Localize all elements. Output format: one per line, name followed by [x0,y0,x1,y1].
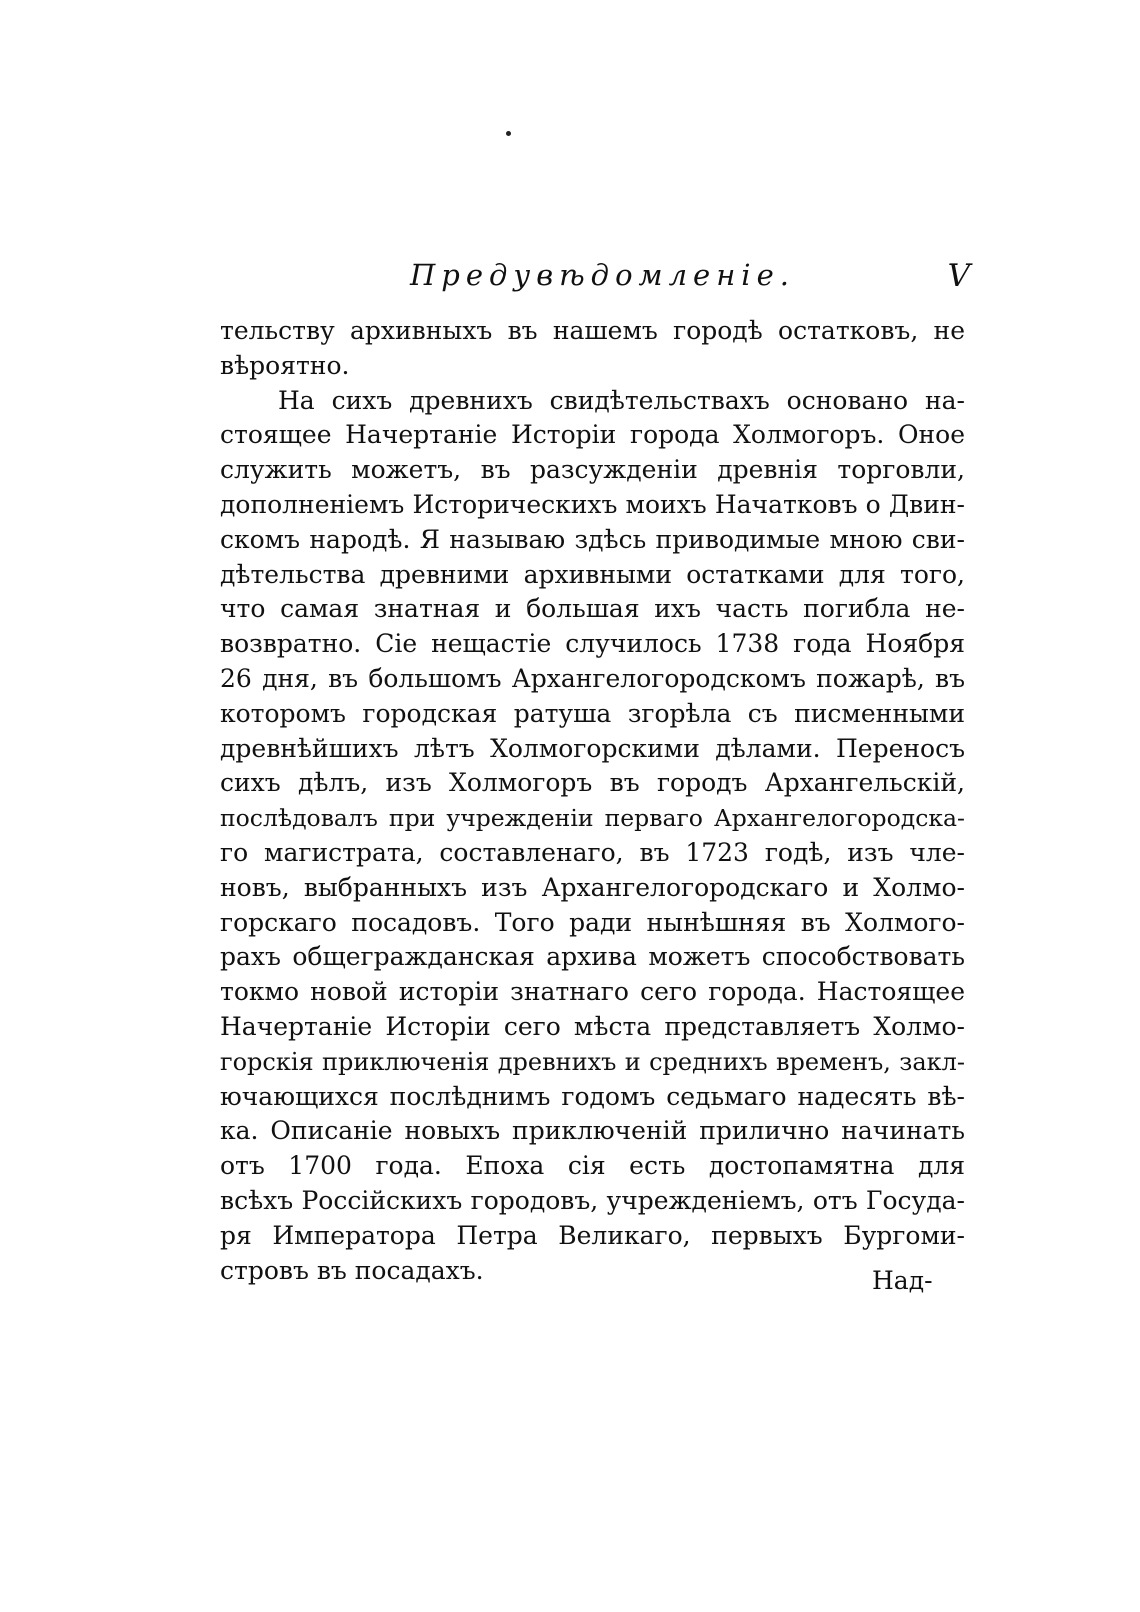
text-line: горскаго посадовъ. Того ради нынѣшняя въ Холмого- [220,907,965,937]
text-line: всѣхъ Россійскихъ городовъ, учрежденіемъ, отъ Госуда- [220,1185,965,1215]
text-line: Начертаніе Исторіи сего мѣста представляетъ Холмо- [220,1011,965,1041]
text-line: сихъ дѣлъ, изъ Холмогоръ въ городъ Архангельскій, [220,768,965,798]
text-line: послѣдовалъ при учрежденіи перваго Архангелогородска- [220,804,965,833]
text-line: дѣтельства древними архивными остатками для того, [220,559,965,589]
text-line: токмо новой исторіи знатнаго сего города. Настоящее [220,977,965,1007]
text-line: го магистрата, составленаго, въ 1723 годѣ, изъ чле- [220,837,965,867]
catchword: Над- [872,1266,933,1295]
text-line: тельству архивныхъ въ нашемъ городѣ остатковъ, не [220,316,965,345]
text-line: новъ, выбранныхъ изъ Архангелогородскаго и Холмо- [220,872,965,902]
text-line: На сихъ древнихъ свидѣтельствахъ основано на- [278,385,965,415]
page-number: V [947,258,970,294]
text-line: отъ 1700 года. Епоха сія есть достопамятна для [220,1151,965,1181]
text-line: 26 дня, въ большомъ Архангелогородскомъ пожарѣ, въ [220,663,965,693]
text-line: стоящее Начертаніе Исторіи города Холмогоръ. Оное [220,420,965,450]
page-header [410,258,970,298]
ink-speck [506,131,511,136]
text-line: что самая знатная и большая ихъ часть погибла не- [220,594,965,624]
text-line: которомъ городская ратуша згорѣла съ писменными [220,698,965,728]
body-text [220,314,965,1288]
text-line: возвратно. Сіе нещастіе случилось 1738 года Ноября [220,629,965,659]
text-line: служить можетъ, въ разсужденіи древнія торговли, [220,455,965,485]
text-line: древнѣйшихъ лѣтъ Холмогорскими дѣлами. Переносъ [220,733,965,763]
text-line: ючающихся послѣднимъ годомъ седьмаго надесять вѣ- [220,1081,965,1111]
text-line: дополненіемъ Историческихъ моихъ Начатковъ о Двин- [220,489,965,519]
text-line: скомъ народѣ. Я называю здѣсь приводимые мною сви- [220,524,965,554]
text-line: ка. Описаніе новыхъ приключеній прилично начинать [220,1116,965,1146]
text-line: стровъ въ посадахъ. [220,1255,484,1285]
text-line: вѣроятно. [220,350,350,380]
text-line: горскія приключенія древнихъ и среднихъ временъ, закл- [220,1047,965,1076]
running-title: Предувѣдомленіе. [410,258,795,292]
text-line: ря Императора Петра Великаго, первыхъ Бургоми- [220,1220,965,1250]
text-line: рахъ общегражданская архива можетъ способствовать [220,942,965,972]
